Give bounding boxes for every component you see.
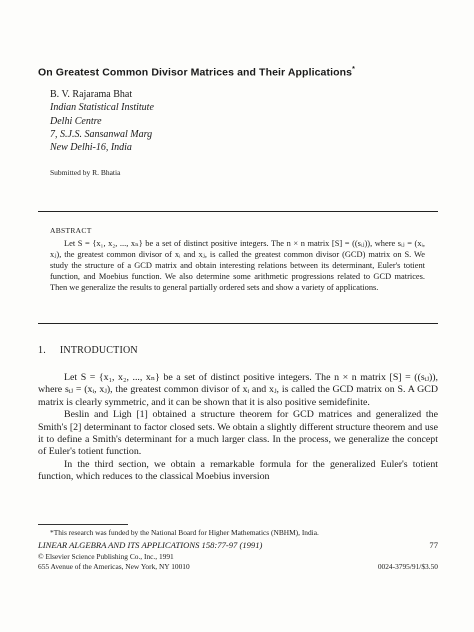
article-code: 0024-3795/91/$3.50 [377,562,438,571]
affiliation-line: 7, S.J.S. Sansanwal Marg [50,128,153,140]
publisher-address [38,562,438,571]
author-name: B. V. Rajarama Bhat [50,89,133,100]
affiliation-line: New Delhi-16, India [50,142,132,154]
abstract-text: Let S = {x₁, x₂, ..., xₙ} be a set of distinct positive integers. The n × n matrix [S] = ((sᵢⱼ)), where sᵢⱼ = (xᵢ, xⱼ), the greatest common divisor of xᵢ and xⱼ, is called the greatest common divisor (GCD) matrix on S. We study the structure of a GCD matrix and obtain interesting relations between its determinant, Euler's totient function, and Moebius function. We also determine some arithmetic progressions related to GCD matrices. Then we generalize the results to general partially ordered sets and show a variety of applications. [50,239,425,292]
title-footnote-mark: * [352,66,355,73]
divider-bottom [38,323,438,324]
journal-citation: LINEAR ALGEBRA AND ITS APPLICATIONS 158:77-97 (1991) [38,540,263,550]
abstract-body [50,238,425,293]
affiliation-line: Indian Statistical Institute [50,102,154,114]
intro-body [38,372,438,484]
footnote: *This research was funded by the National Board for Higher Mathematics (NBHM), India. [50,528,319,537]
paragraph: Beslin and Ligh [1] obtained a structure theorem for GCD matrices and generalized the Smith's [2] determinant to factor closed sets. We obtain a slightly different structure theorem and use it to define a Smith's determinant for a much larger class. In the process, we generalize the concept of Euler's totient function. [38,409,438,458]
paper-title: On Greatest Common Divisor Matrices and Their Applications* [38,66,355,79]
journal-line [38,540,438,550]
paragraph: Let S = {x₁, x₂, ..., xₙ} be a set of distinct positive integers. The n × n matrix [S] = ((sᵢⱼ)), where sᵢⱼ = (xᵢ, xⱼ), the greatest common divisor of xᵢ and xⱼ, is called the GCD matrix on S. A GCD matrix is clearly symmetric, and it can be shown that it is also positive semidefinite. [38,372,438,408]
section-title: INTRODUCTION [59,345,138,356]
copyright-line: © Elsevier Science Publishing Co., Inc., 1991 [38,552,174,561]
divider-top [38,211,438,212]
affiliation-line: Delhi Centre [50,115,102,127]
abstract-heading: ABSTRACT [50,226,92,235]
footnote-divider [38,524,128,525]
submitted-by: Submitted by R. Bhatia [50,168,121,177]
paragraph: In the third section, we obtain a remarkable formula for the generalized Euler's totient function, which reduces to the classical Moebius inversion [38,458,438,483]
page-number: 77 [429,540,438,550]
author-block [50,88,154,154]
address-text: 655 Avenue of the Americas, New York, NY 10010 [38,562,190,571]
section-heading [38,345,138,356]
section-number: 1. [38,345,46,356]
